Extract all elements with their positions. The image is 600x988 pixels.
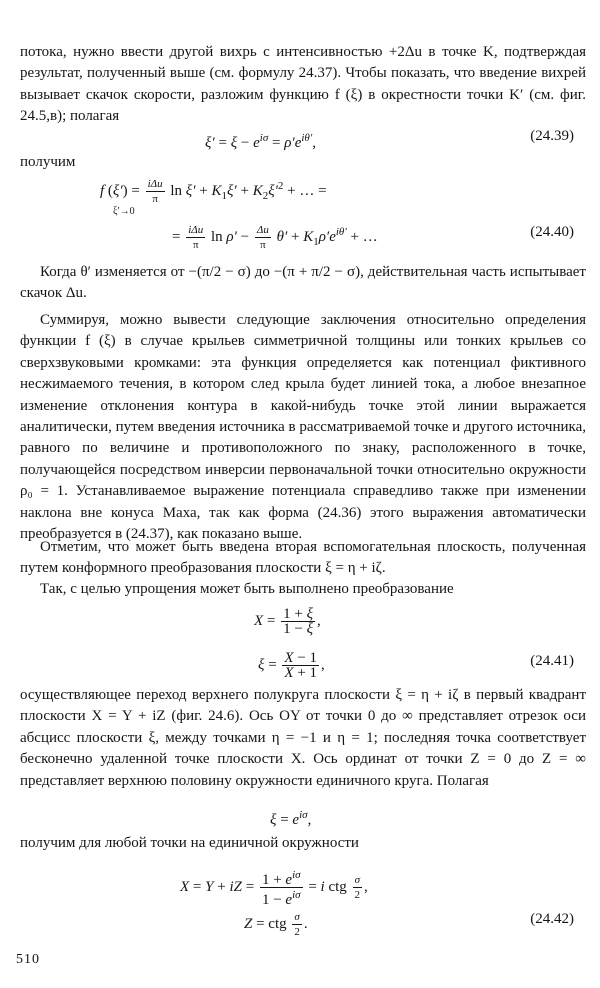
equation-24-42: Z = ctg $\frac{\sigma}{2}$ . xyxy=(244,911,308,938)
equation-number-24-40: (24.40) xyxy=(530,224,574,240)
equation-number-24-42: (24.42) xyxy=(530,911,574,927)
equation-24-40-line1: f (ξ′) = $\frac{\text{iΔu}}{\pi}$ $\ln \xi' + K_1\xi' + K_2\xi'^2$ + … = xyxy=(100,178,327,206)
equation-24-40-limit: ξ′→0 xyxy=(113,206,135,217)
equation-24-41: ξ = $\frac{X - 1}{X + 1}$ , xyxy=(258,650,325,681)
equation-number-24-39: (24.39) xyxy=(530,128,574,144)
equation-24-39: $\xi' = \xi - e^{i\sigma} = \rho'e^{i\theta'}$, xyxy=(205,132,316,151)
equation-number-24-41: (24.41) xyxy=(530,653,574,669)
page-number: 510 xyxy=(16,952,40,967)
paragraph-theta-jump: Когда θ′ изменяется от −(π/2 − σ) до −(π + π/2 − σ), действительная часть испытывает скачок Δu. xyxy=(20,264,586,302)
equation-XYZ: X = Y + iZ = $\frac{1 + e^{i\sigma}}{1 - e^{i\sigma}}$ = i ctg $\frac{\sigma}{2}$ , xyxy=(180,869,368,908)
paragraph-intro: потока, нужно ввести другой вихрь с интенсивностью +2Δu в точке K, подтверждая результат, полученный выше (см. формулу 24.37). Чтобы показать, что введение вихрей вызывает скачок скорости, разложим функцию f (ξ) в окрестности точки K′ (см. фиг. 24.5,в); полагая xyxy=(20,44,586,125)
equation-24-40-line2: = $\frac{\text{iΔu}}{\pi}$ ln ρ′ − $\frac{\Delta u}{\pi}$ $\theta' + K_1\rho'e^{i\theta'}$ + … xyxy=(172,224,378,252)
paragraph-summary: Суммируя, можно вывести следующие заключения относительно определения функции f (ξ) в случае крыльев симметричной толщины или тонких крыльев со сверхзвуковыми кромками: эта функция определяется как потенциал фиктивного несжимаемого течения, в котором след крыла будет линией тока, а любое внезапное изменение отклонения контура в какой-нибудь точке этой линии выражается аналитически, путем введения источника в рассматриваемой точке и другого источника, равного по величине и противоположного по знаку, расположенного в точке, получающейся посредством инверсии первоначальной точки относительно окружности ρ₀ = 1. Устанавливаемое выражение потенциала справедливо также при изменении наклона вне конуса Маха, так как форма (24.36) этого выражения автоматически преобразуется в (24.37), как показано выше. xyxy=(20,312,586,543)
paragraph-second-plane: Отметим, что может быть введена вторая вспомогательная плоскость, полученная путем конформного преобразования плоскости ξ = η + iζ. xyxy=(20,539,586,577)
equation-xi-unit-circle: $\xi = e^{i\sigma}$, xyxy=(270,809,312,828)
paragraph-poluchim: получим xyxy=(20,154,76,170)
paragraph-transform: Так, с целью упрощения может быть выполнено преобразование xyxy=(40,581,454,597)
paragraph-unit-circle: получим для любой точки на единичной окружности xyxy=(20,835,359,851)
equation-X-transform: X = $\frac{1 + \xi}{1 - \xi}$ , xyxy=(254,606,321,637)
paragraph-quadrant: осуществляющее переход верхнего полукруга плоскости ξ = η + iζ в первый квадрант плоскости X = Y + iZ (фиг. 24.6). Ось OY от точки 0 до ∞ представляет отрезок оси абсцисс плоскости ξ, между точками η = −1 и η = 1; последняя точка соответствует бесконечно удаленной точке плоскости X. Ось ординат от точки Z = 0 до Z = ∞ представляет верхнюю половину окружности единичного круга. Полагая xyxy=(20,687,586,789)
